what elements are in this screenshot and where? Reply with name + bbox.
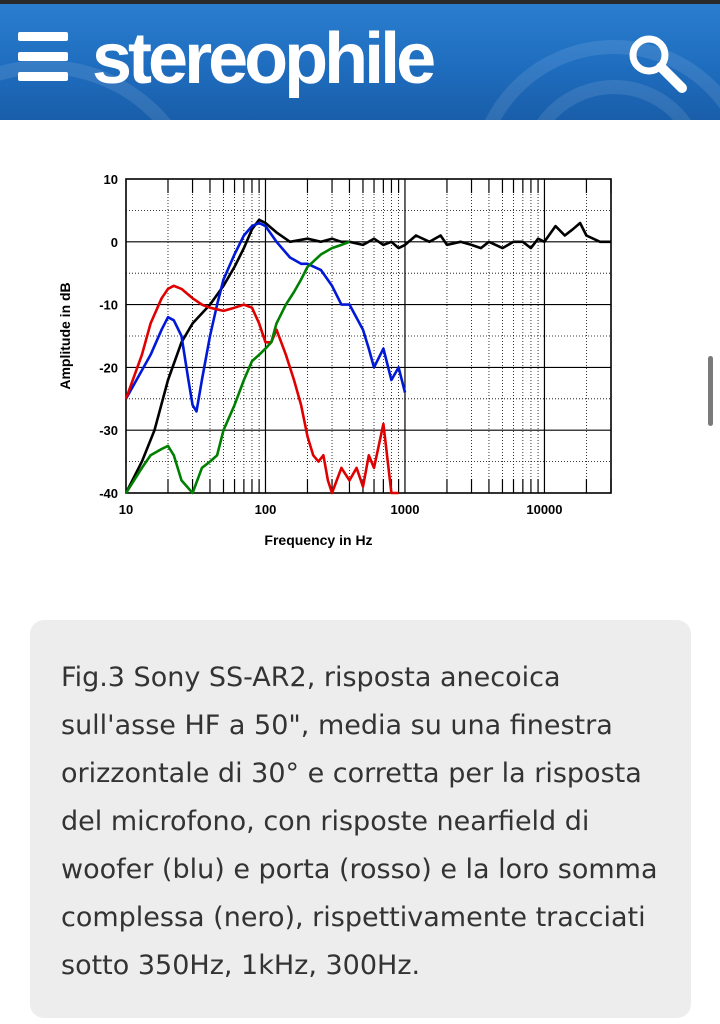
hamburger-menu-icon[interactable] bbox=[18, 30, 68, 82]
y-tick-label: 10 bbox=[103, 172, 118, 187]
y-tick-label: -40 bbox=[99, 486, 118, 501]
x-axis-label: Frequency in Hz bbox=[264, 532, 373, 548]
y-tick-label: 0 bbox=[110, 234, 118, 250]
y-tick-label: -30 bbox=[99, 423, 118, 439]
search-icon[interactable] bbox=[624, 30, 688, 94]
y-axis-label: Amplitude in dB bbox=[57, 282, 73, 390]
y-tick-label: -10 bbox=[99, 297, 118, 313]
x-tick-label: 100 bbox=[254, 502, 277, 517]
x-tick-label: 10 bbox=[118, 502, 134, 517]
frequency-response-chart bbox=[50, 162, 630, 562]
x-tick-label: 1000 bbox=[390, 502, 420, 517]
status-strip bbox=[0, 0, 720, 4]
figure-caption-box bbox=[30, 620, 691, 1018]
site-header bbox=[0, 0, 720, 120]
x-tick-label: 10000 bbox=[526, 502, 563, 517]
figure-caption: Fig.3 Sony SS-AR2, risposta anecoica sull'asse HF a 50", media su una finestra orizzontale di 30° e corretta per la risposta del microfono, con risposte nearfield di woofer (blu) e porta (rosso) e la loro somma complessa (nero), rispettivamente tracciati sotto 350Hz, 1kHz, 300Hz. bbox=[61, 662, 658, 981]
y-tick-label: -20 bbox=[99, 360, 118, 376]
scrollbar-thumb[interactable] bbox=[708, 356, 713, 426]
site-logo[interactable]: stereophile bbox=[92, 19, 433, 99]
